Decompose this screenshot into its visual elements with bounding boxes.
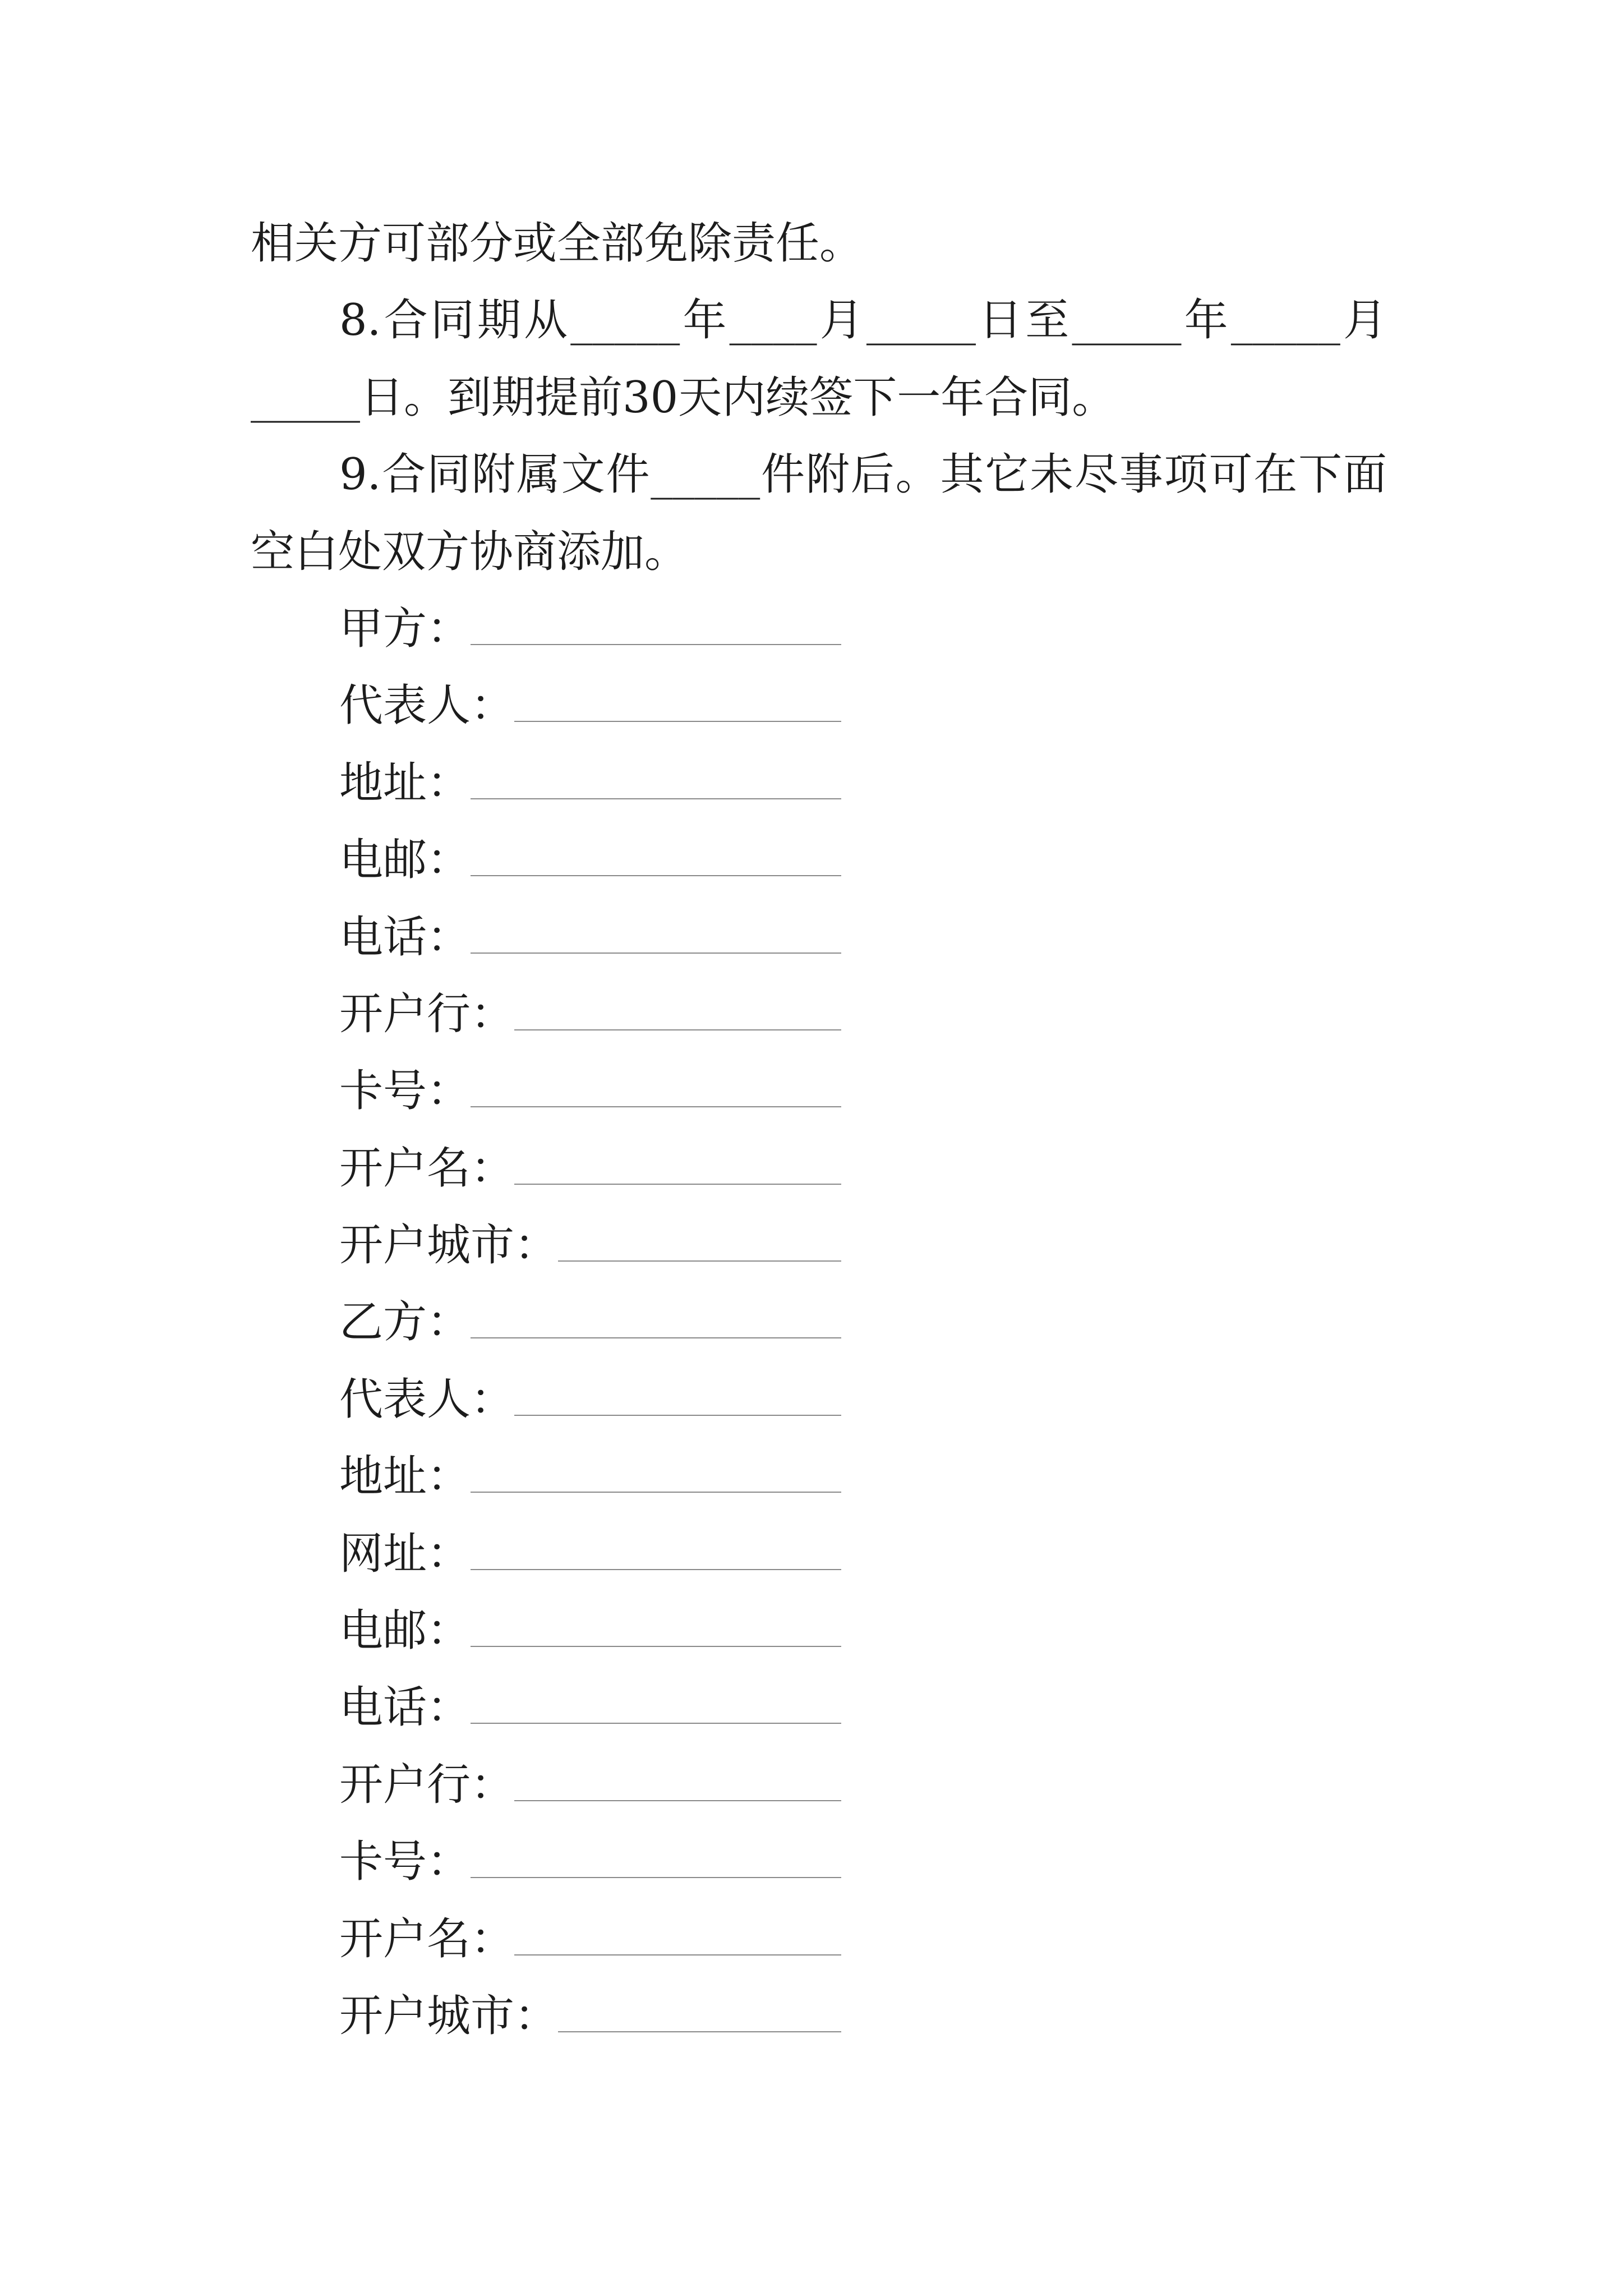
party-b-representative-field xyxy=(339,1361,841,1438)
field-label: 开户名： xyxy=(339,1913,515,1964)
field-label: 电话： xyxy=(339,912,471,963)
field-label: 开户名： xyxy=(339,1143,515,1194)
field-label: 卡号： xyxy=(339,1837,471,1888)
party-b-name-field xyxy=(339,1284,841,1361)
field-blank xyxy=(514,1130,841,1185)
field-blank xyxy=(471,1824,841,1878)
party-b-phone-field xyxy=(339,1669,841,1746)
field-blank xyxy=(514,976,841,1030)
party-a-phone-field xyxy=(339,899,841,976)
field-blank xyxy=(514,1901,841,1955)
field-blank xyxy=(471,1438,841,1493)
field-label: 代表人： xyxy=(339,680,515,731)
document-body xyxy=(0,205,1623,2055)
field-blank xyxy=(471,1669,841,1724)
field-blank xyxy=(514,1361,841,1416)
field-label: 开户行： xyxy=(339,988,515,1039)
party-b-email-field xyxy=(339,1593,841,1669)
party-a-email-field xyxy=(339,822,841,899)
paragraph-line: _____日。到期提前30天内续签下一年合同。 xyxy=(251,372,1116,423)
field-blank xyxy=(471,1516,841,1570)
field-label: 甲方： xyxy=(339,603,471,654)
field-blank xyxy=(558,1207,841,1262)
party-a-representative-field xyxy=(339,668,841,744)
attachments-clause: 9.合同附属文件_____件附后。其它未尽事项可在下面 xyxy=(339,449,1387,500)
party-b-address-field xyxy=(339,1438,841,1515)
party-b-account-city-field xyxy=(339,1978,841,2055)
field-label: 乙方： xyxy=(339,1297,471,1348)
contract-term-clause: 8.合同期从_____年____月_____日至_____年_____月 xyxy=(339,295,1387,346)
field-blank xyxy=(471,1284,841,1338)
field-label: 代表人： xyxy=(339,1374,515,1425)
party-b-bank-field xyxy=(339,1747,841,1824)
field-label: 电邮： xyxy=(339,1605,471,1657)
field-blank xyxy=(471,1053,841,1107)
field-label: 地址： xyxy=(339,1451,471,1502)
party-b-card-number-field xyxy=(339,1824,841,1901)
field-label: 开户城市： xyxy=(339,1220,559,1271)
party-b-account-name-field xyxy=(339,1901,841,1978)
field-blank xyxy=(471,1593,841,1647)
field-blank xyxy=(471,822,841,876)
party-a-bank-field xyxy=(339,976,841,1053)
field-blank xyxy=(514,1747,841,1801)
field-blank xyxy=(471,591,841,645)
field-blank xyxy=(471,745,841,799)
party-a-card-number-field xyxy=(339,1053,841,1130)
paragraph-line: 相关方可部分或全部免除责任。 xyxy=(251,218,864,269)
field-label: 地址： xyxy=(339,757,471,808)
field-label: 开户行： xyxy=(339,1759,515,1810)
field-label: 电话： xyxy=(339,1682,471,1733)
party-a-address-field xyxy=(339,745,841,822)
field-label: 卡号： xyxy=(339,1066,471,1117)
party-a-account-city-field xyxy=(339,1207,841,1284)
field-blank xyxy=(471,899,841,954)
field-blank xyxy=(558,1978,841,2032)
party-b-website-field xyxy=(339,1516,841,1593)
field-label: 网址： xyxy=(339,1528,471,1579)
field-label: 开户城市： xyxy=(339,1990,559,2041)
field-label: 电邮： xyxy=(339,835,471,886)
party-a-name-field xyxy=(339,591,841,668)
paragraph-line: 空白处双方协商添加。 xyxy=(251,526,689,577)
party-a-account-name-field xyxy=(339,1130,841,1207)
field-blank xyxy=(514,668,841,722)
